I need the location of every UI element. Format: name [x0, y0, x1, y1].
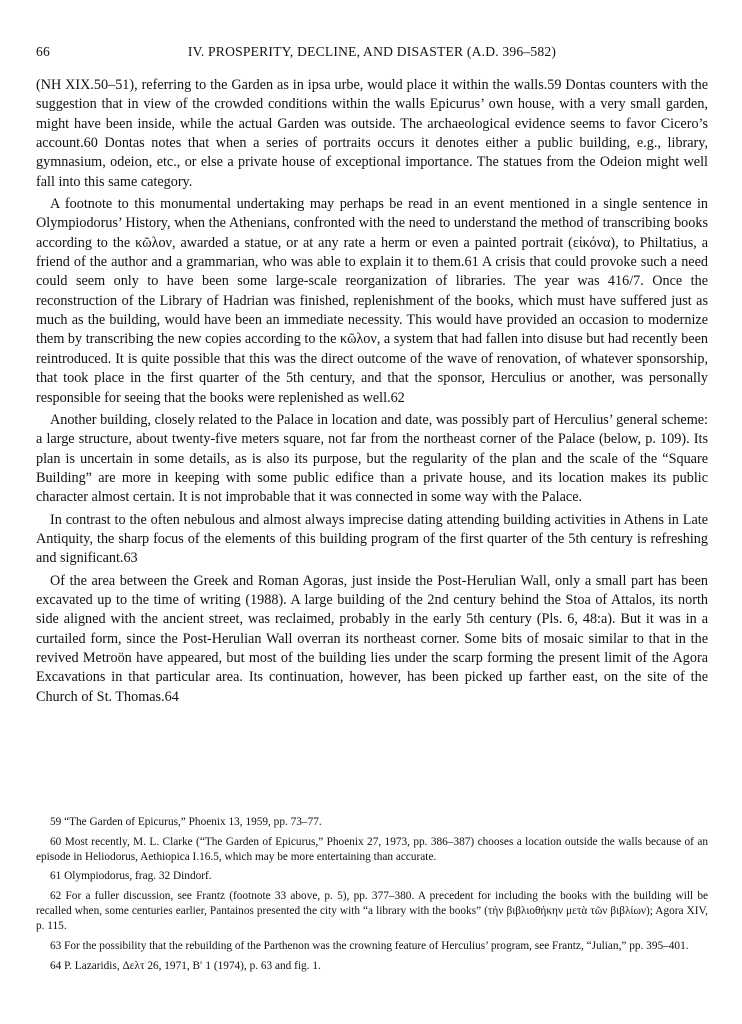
footnotes [36, 815, 708, 978]
footnote: 64 P. Lazaridis, Δελτ 26, 1971, Β′ 1 (1974), p. 63 and fig. 1. [50, 959, 321, 972]
paragraph: Of the area between the Greek and Roman Agoras, just inside the Post-Herulian Wall, only a small part has been excavated up to the time of writing (1988). A large building of the 2nd century behind the Stoa of Attalos, its north side aligned with the ancient street, was reclaimed, probably in the early 5th century (Pls. 6, 48:a). But it was in a curtailed form, since the Post-Herulian Wall overran its northeast corner. Some bits of mosaic similar to that in the revived Metroön have appeared, but most of the building lies under the scarp forming the present limit of the Agora Excavations in that particular area. Its continuation, however, has been picked up farther east, on the site of the Church of St. Thomas.64 [36, 572, 708, 705]
running-header [36, 44, 708, 62]
paragraph: Another building, closely related to the Palace in location and date, was possibly part of Herculius’ general scheme: a large structure, about twenty-five meters square, not far from the northeast corner of the Palace (below, p. 109). Its plan is uncertain in some details, as is also its purpose, but the regularity of the plan and the scale of the “Square Building” are more in keeping with some public edifice than a private house, and its location makes its public character almost certain. It is not improbable that it was connected in some way with the Palace. [36, 411, 708, 506]
footnote: 59 “The Garden of Epicurus,” Phoenix 13, 1959, pp. 73–77. [50, 816, 322, 828]
footnote: 63 For the possibility that the rebuilding of the Parthenon was the crowning feature of Herculius’ program, see Frantz, “Julian,” pp. 395–401. [50, 939, 689, 952]
running-title: IV. PROSPERITY, DECLINE, AND DISASTER (A.D. 396–582) [187, 44, 557, 59]
footnote: 62 For a fuller discussion, see Frantz (footnote 33 above, p. 5), pp. 377–380. A precedent for including the books with the building will be recalled when, some centuries earlier, Pantainos presented the city with “a library with the books” (τὴν βιβλιοθήκην μετὰ τῶν βιβλίων); Agora XIV, p. 115. [36, 889, 708, 933]
body-text [36, 76, 708, 707]
footnote: 61 Olympiodorus, frag. 32 Dindorf. [50, 870, 212, 883]
paragraph: A footnote to this monumental undertaking may perhaps be read in an event mentioned in a single sentence in Olympiodorus’ History, when the Athenians, confronted with the need to understand the method of transcribing books according to the κῶλον, awarded a statue, or at any rate a herm or even a painted portrait (εἰκόνα), to Philtatius, a friend of the author and a grammarian, who was able to explain it to them.61 A crisis that could provoke such a need could seem only to have been some large-scale reorganization of libraries. The year was 416/7. Once the reconstruction of the Library of Hadrian was finished, replenishment of the books, which must have suffered just as much as the building, would have been an immediate necessity. This would have provided an occasion to modernize them by transcribing the new copies according to the κῶλον, a system that had fallen into disuse but had recently been reintroduced. It is quite possible that this was the direct outcome of the wave of renovation, of whatever sponsorship, that took place in the first quarter of the 5th century, and that the sponsor, Herculius or another, was personally responsible for seeing that the books were replenished as well.62 [36, 196, 708, 406]
paragraph: In contrast to the often nebulous and almost always imprecise dating attending building activities in Athens in Late Antiquity, the sharp focus of the elements of this building program of the first quarter of the 5th century is refreshing and significant.63 [36, 511, 708, 567]
page-number: 66 [36, 44, 50, 59]
footnote: 60 Most recently, M. L. Clarke (“The Garden of Epicurus,” Phoenix 27, 1973, pp. 386–387) chooses a location outside the walls because of an episode in Heliodorus, Aethiopica I.16.5, which may be more entertaining than accurate. [36, 835, 708, 863]
paragraph: (NH XIX.50–51), referring to the Garden as in ipsa urbe, would place it within the walls.59 Dontas counters with the suggestion that in view of the crowded conditions within the walls Epicurus’ own house, with a very small garden, might have been inside, while the actual Garden was outside. The archaeological evidence seems to favor Cicero’s account.60 Dontas notes that when a series of portraits occurs it denotes either a public building, e.g., library, gymnasium, odeion, etc., or else a private house of exceptional importance. The statues from the Odeion might well fall into this same category. [36, 77, 708, 190]
